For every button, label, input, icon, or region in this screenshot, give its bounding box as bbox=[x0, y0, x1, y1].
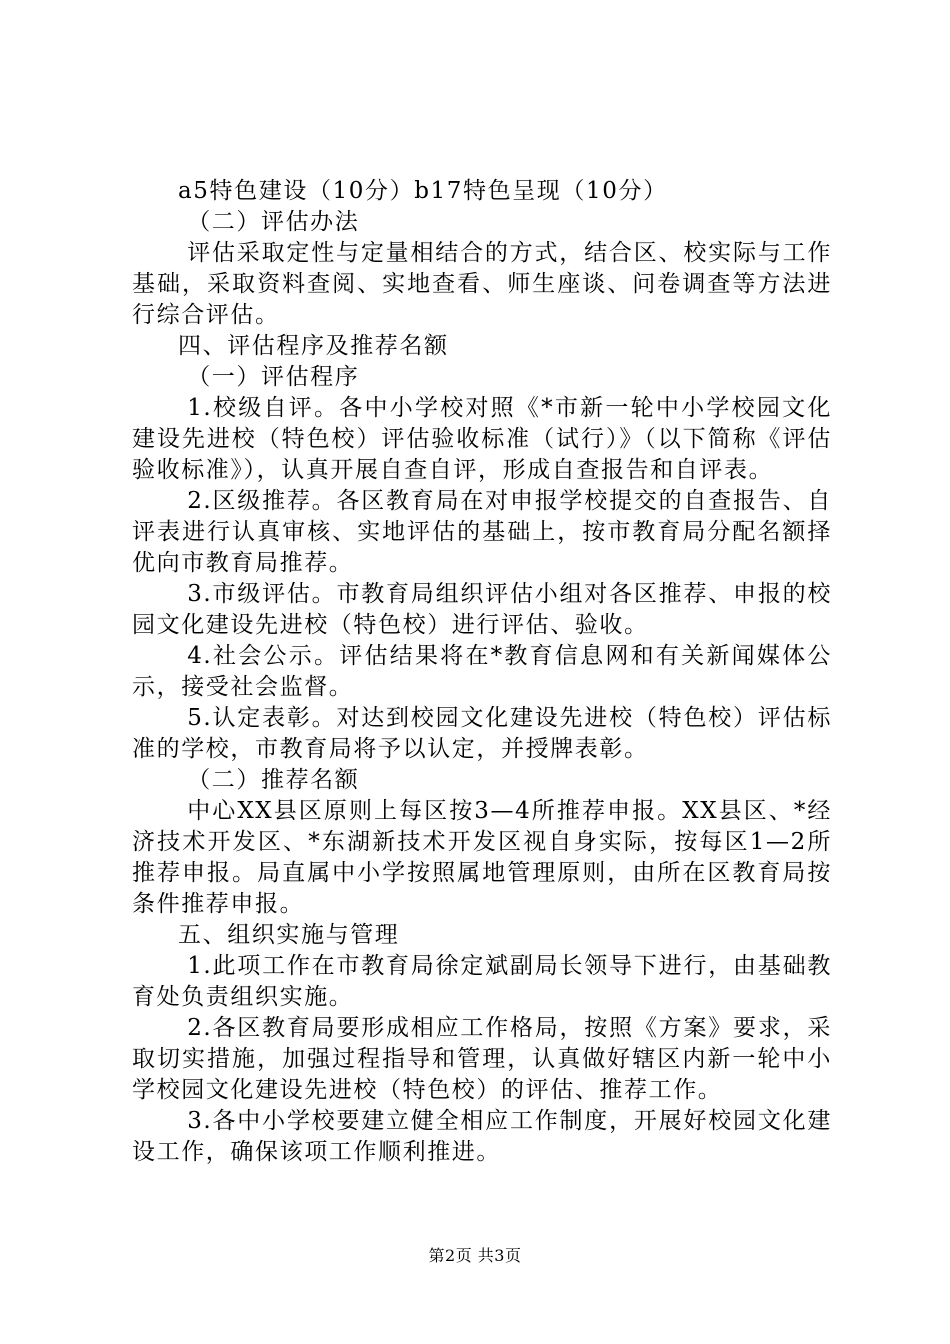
paragraph-step-3: 3.市级评估。市教育局组织评估小组对各区推荐、申报的校园文化建设先进校（特色校）进行评估、验收。 bbox=[132, 581, 832, 638]
paragraph-management-3: 3.各中小学校要建立健全相应工作制度，开展好校园文化建设工作，确保该项工作顺利推进。 bbox=[132, 1108, 832, 1165]
paragraph-step-4: 4.社会公示。评估结果将在*教育信息网和有关新闻媒体公示，接受社会监督。 bbox=[132, 643, 832, 700]
paragraph-scoring-items: a5特色建设（10分）b17特色呈现（10分） bbox=[178, 178, 668, 204]
heading-recommendation-quota: （二）推荐名额 bbox=[187, 767, 360, 793]
paragraph-step-1: 1.校级自评。各中小学校对照《*市新一轮中小学校园文化建设先进校（特色校）评估验收标准（试行）》（以下简称《评估验收标准》），认真开展自查自评，形成自查报告和自评表。 bbox=[132, 395, 832, 483]
paragraph-management-1: 1.此项工作在市教育局徐定斌副局长领导下进行，由基础教育处负责组织实施。 bbox=[132, 953, 832, 1010]
heading-section-four: 四、评估程序及推荐名额 bbox=[178, 333, 449, 359]
paragraph-management-2: 2.各区教育局要形成相应工作格局，按照《方案》要求，采取切实措施，加强过程指导和管理，认真做好辖区内新一轮中小学校园文化建设先进校（特色校）的评估、推荐工作。 bbox=[132, 1015, 832, 1103]
heading-evaluation-procedure: （一）评估程序 bbox=[187, 364, 360, 390]
page-number-footer: 第2页 共3页 bbox=[428, 1246, 522, 1265]
heading-evaluation-method: （二）评估办法 bbox=[187, 209, 360, 235]
paragraph-evaluation-method: 评估采取定性与定量相结合的方式，结合区、校实际与工作基础，采取资料查阅、实地查看、师生座谈、问卷调查等方法进行综合评估。 bbox=[132, 240, 832, 328]
heading-section-five: 五、组织实施与管理 bbox=[178, 922, 400, 948]
paragraph-step-5: 5.认定表彰。对达到校园文化建设先进校（特色校）评估标准的学校，市教育局将予以认定，并授牌表彰。 bbox=[132, 705, 832, 762]
paragraph-recommendation-quota: 中心XX县区原则上每区按3—4所推荐申报。XX县区、*经济技术开发区、*东湖新技术开发区视自身实际，按每区1—2所推荐申报。局直属中小学按照属地管理原则，由所在区教育局按条件推荐申报。 bbox=[132, 798, 832, 917]
document-body bbox=[132, 176, 832, 1168]
paragraph-step-2: 2.区级推荐。各区教育局在对申报学校提交的自查报告、自评表进行认真审核、实地评估的基础上，按市教育局分配名额择优向市教育局推荐。 bbox=[132, 488, 832, 576]
